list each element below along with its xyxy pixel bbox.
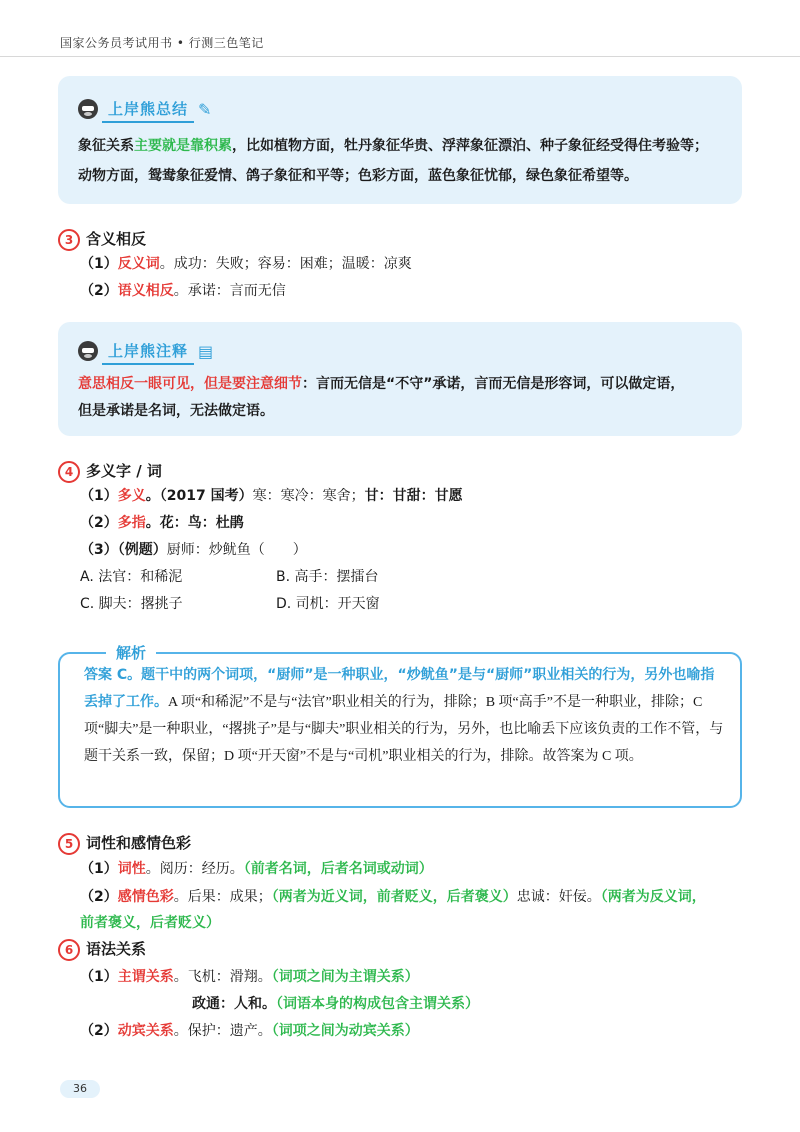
bear-mascot-icon xyxy=(78,99,98,119)
annotation-tab xyxy=(78,338,213,364)
annotation-line-1: 意思相反一眼可见，但是要注意细节：言而无信是“不守”承诺，言而无信是形容词，可以做定语， xyxy=(78,376,685,392)
option-a: A. 法官：和稀泥 xyxy=(80,569,183,585)
section-4-item-1: （1）多义。（2017 国考）寒：寒冷：寒舍；甘：甘甜：甘愿 xyxy=(80,488,463,504)
section-6-item-2: （2）动宾关系。保护：遗产。（词项之间为动宾关系） xyxy=(80,1023,419,1039)
summary-tab xyxy=(78,96,211,122)
page-number: 36 xyxy=(60,1080,100,1098)
summary-box xyxy=(58,76,742,204)
section-5-item-2-cont: 前者褒义，后者贬义） xyxy=(80,915,220,931)
section-5-heading: 5 词性和感情色彩 xyxy=(58,832,191,855)
analysis-box xyxy=(58,644,742,808)
header-divider xyxy=(0,56,800,57)
pen-icon: ✎ xyxy=(198,99,212,119)
section-number: 4 xyxy=(58,461,80,483)
section-4-heading: 4 多义字 / 词 xyxy=(58,460,162,483)
section-4-item-2: （2）多指。花：鸟：杜鹃 xyxy=(80,515,244,531)
annotation-tab-label: 上岸熊注释 xyxy=(102,338,194,365)
section-4-item-3: （3）（例题）厨师：炒鱿鱼（ ） xyxy=(80,542,307,558)
section-number: 6 xyxy=(58,939,80,961)
section-6-item-1: （1）主谓关系。飞机：滑翔。（词项之间为主谓关系） xyxy=(80,969,419,985)
annotation-box xyxy=(58,322,742,436)
option-b: B. 高手：摆擂台 xyxy=(276,569,379,585)
section-5-item-2: （2）感情色彩。后果：成果；（两者为近义词，前者贬义，后者褒义）忠诚：奸佞。（两者为反义词， xyxy=(80,889,706,905)
option-c: C. 脚夫：撂挑子 xyxy=(80,596,183,612)
summary-tab-label: 上岸熊总结 xyxy=(102,96,194,123)
summary-line-2: 动物方面，鸳鸯象征爱情、鸽子象征和平等；色彩方面，蓝色象征忧郁，绿色象征希望等。 xyxy=(78,168,638,184)
section-number: 3 xyxy=(58,229,80,251)
analysis-label: 解析 xyxy=(106,642,156,663)
section-6-heading: 6 语法关系 xyxy=(58,938,146,961)
summary-line-1: 象征关系主要就是靠积累，比如植物方面，牡丹象征华贵、浮萍象征漂泊、种子象征经受得住考验等； xyxy=(78,138,708,154)
annotation-line-2: 但是承诺是名词，无法做定语。 xyxy=(78,403,274,419)
section-6-item-1b: 政通：人和。（词语本身的构成包含主谓关系） xyxy=(192,996,479,1012)
section-3-item-1: （1）反义词。成功：失败；容易：困难；温暖：凉爽 xyxy=(80,256,412,272)
section-3-heading: 3 含义相反 xyxy=(58,228,146,251)
section-3-item-2: （2）语义相反。承诺：言而无信 xyxy=(80,283,286,299)
section-number: 5 xyxy=(58,833,80,855)
option-d: D. 司机：开天窗 xyxy=(276,596,380,612)
comment-icon: ▤ xyxy=(198,341,214,361)
running-header: 国家公务员考试用书 • 行测三色笔记 xyxy=(60,36,264,50)
analysis-text: 答案 C。题干中的两个词项，“厨师”是一种职业，“炒鱿鱼”是与“厨师”职业相关的行为，另外也喻指丢掉了工作。A 项“和稀泥”不是与“法官”职业相关的行为，排除；B 项“高手”不是一种职业，排除；C 项“脚夫”是一种职业，“撂挑子”是与“脚夫”职业相关的行为，另外，也比喻丢下应该负责的工作不管，与题干关系一致，保留；D 项“开天窗”不是与“司机”职业相关的行为，排除。故答案为 C 项。 xyxy=(84,667,724,764)
bear-mascot-icon xyxy=(78,341,98,361)
section-5-item-1: （1）词性。阅历：经历。（前者名词，后者名词或动词） xyxy=(80,861,433,877)
